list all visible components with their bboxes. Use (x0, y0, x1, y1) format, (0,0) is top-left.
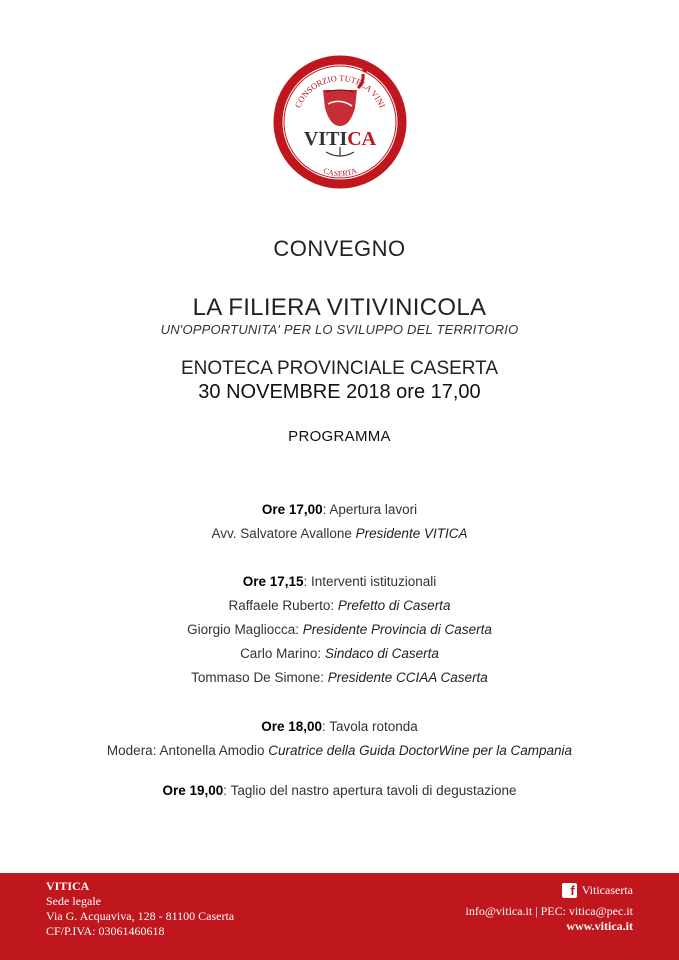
speaker-role: Presidente VITICA (355, 526, 468, 541)
vitica-logo (270, 52, 410, 192)
program-time: Ore 18,00 (261, 719, 322, 734)
footer-org-name: VITICA (46, 879, 90, 893)
speaker-name: Avv. Salvatore Avallone (211, 526, 352, 541)
facebook-link[interactable] (466, 883, 633, 899)
footer-contacts[interactable]: info@vitica.it | PEC: vitica@pec.it (465, 903, 633, 918)
program-time: Ore 17,15 (242, 574, 304, 589)
speaker-line: Carlo Marino: Sindaco di Caserta (240, 646, 439, 661)
speaker-name: Modera: Antonella Amodio (106, 743, 265, 758)
speaker-line: Giorgio Magliocca: Presidente Provincia di Caserta (187, 622, 492, 637)
footer-address-block (46, 879, 234, 939)
footer-office-label: Sede legale (46, 894, 101, 908)
speaker-line: Tommaso De Simone: Presidente CCIAA Caserta (191, 670, 488, 685)
program-activity: Apertura lavori (329, 502, 418, 517)
program-activity: Interventi istituzionali (311, 574, 437, 589)
program-time: Ore 19,00 (162, 783, 224, 798)
program-item-2: Ore 17,15: Interventi istituzionali (242, 574, 437, 589)
event-title: LA FILIERA VITIVINICOLA (192, 294, 487, 321)
event-subtitle: UN'OPPORTUNITA' PER LO SVILUPPO DEL TERRITORIO (160, 322, 519, 337)
program-item-3: Ore 18,00: Tavola rotonda (261, 719, 418, 734)
speaker-role: Presidente CCIAA Caserta (327, 670, 488, 685)
logo-bottom-text: CASERTA (322, 166, 358, 179)
program-activity: Taglio del nastro apertura tavoli di degustazione (230, 783, 517, 798)
speaker-line (0, 526, 679, 541)
speaker-role: Curatrice della Guida DoctorWine per la Campania (268, 743, 573, 758)
speaker-line (0, 743, 679, 758)
program-item-4: Ore 19,00: Taglio del nastro apertura tavoli di degustazione (162, 783, 517, 798)
event-type: CONVEGNO (273, 236, 406, 261)
logo-brand-text: VITICA (303, 128, 377, 150)
footer-bar (0, 873, 679, 960)
program-label: PROGRAMMA (288, 428, 391, 445)
logo-ring-text: CONSORZIO TUTELA VINI (292, 72, 388, 110)
speaker-role: Presidente Provincia di Caserta (302, 622, 492, 637)
footer-website-link[interactable]: www.vitica.it (566, 919, 633, 933)
event-date: 30 NOVEMBRE 2018 ore 17,00 (198, 381, 481, 403)
facebook-handle: Viticaserta (581, 883, 633, 897)
speaker-name: Tommaso De Simone (191, 670, 321, 685)
footer-address: Via G. Acquaviva, 128 - 81100 Caserta (46, 909, 235, 923)
speaker-role: Prefetto di Caserta (337, 598, 451, 613)
speaker-name: Giorgio Magliocca (187, 622, 296, 637)
event-venue: ENOTECA PROVINCIALE CASERTA (180, 358, 499, 379)
footer-tax-id: CF/P.IVA: 03061460618 (46, 924, 165, 938)
footer-contact-block (466, 883, 633, 935)
speaker-name: Carlo Marino (240, 646, 318, 661)
speaker-name: Raffaele Ruberto (228, 598, 331, 613)
facebook-icon: f (562, 883, 577, 898)
program-time: Ore 17,00 (261, 502, 323, 517)
vitica-logo-svg (270, 52, 410, 192)
program-item-1: Ore 17,00: Apertura lavori (261, 502, 418, 517)
speaker-role: Sindaco di Caserta (324, 646, 439, 661)
program-activity: Tavola rotonda (329, 719, 418, 734)
speaker-line: Raffaele Ruberto: Prefetto di Caserta (228, 598, 451, 613)
